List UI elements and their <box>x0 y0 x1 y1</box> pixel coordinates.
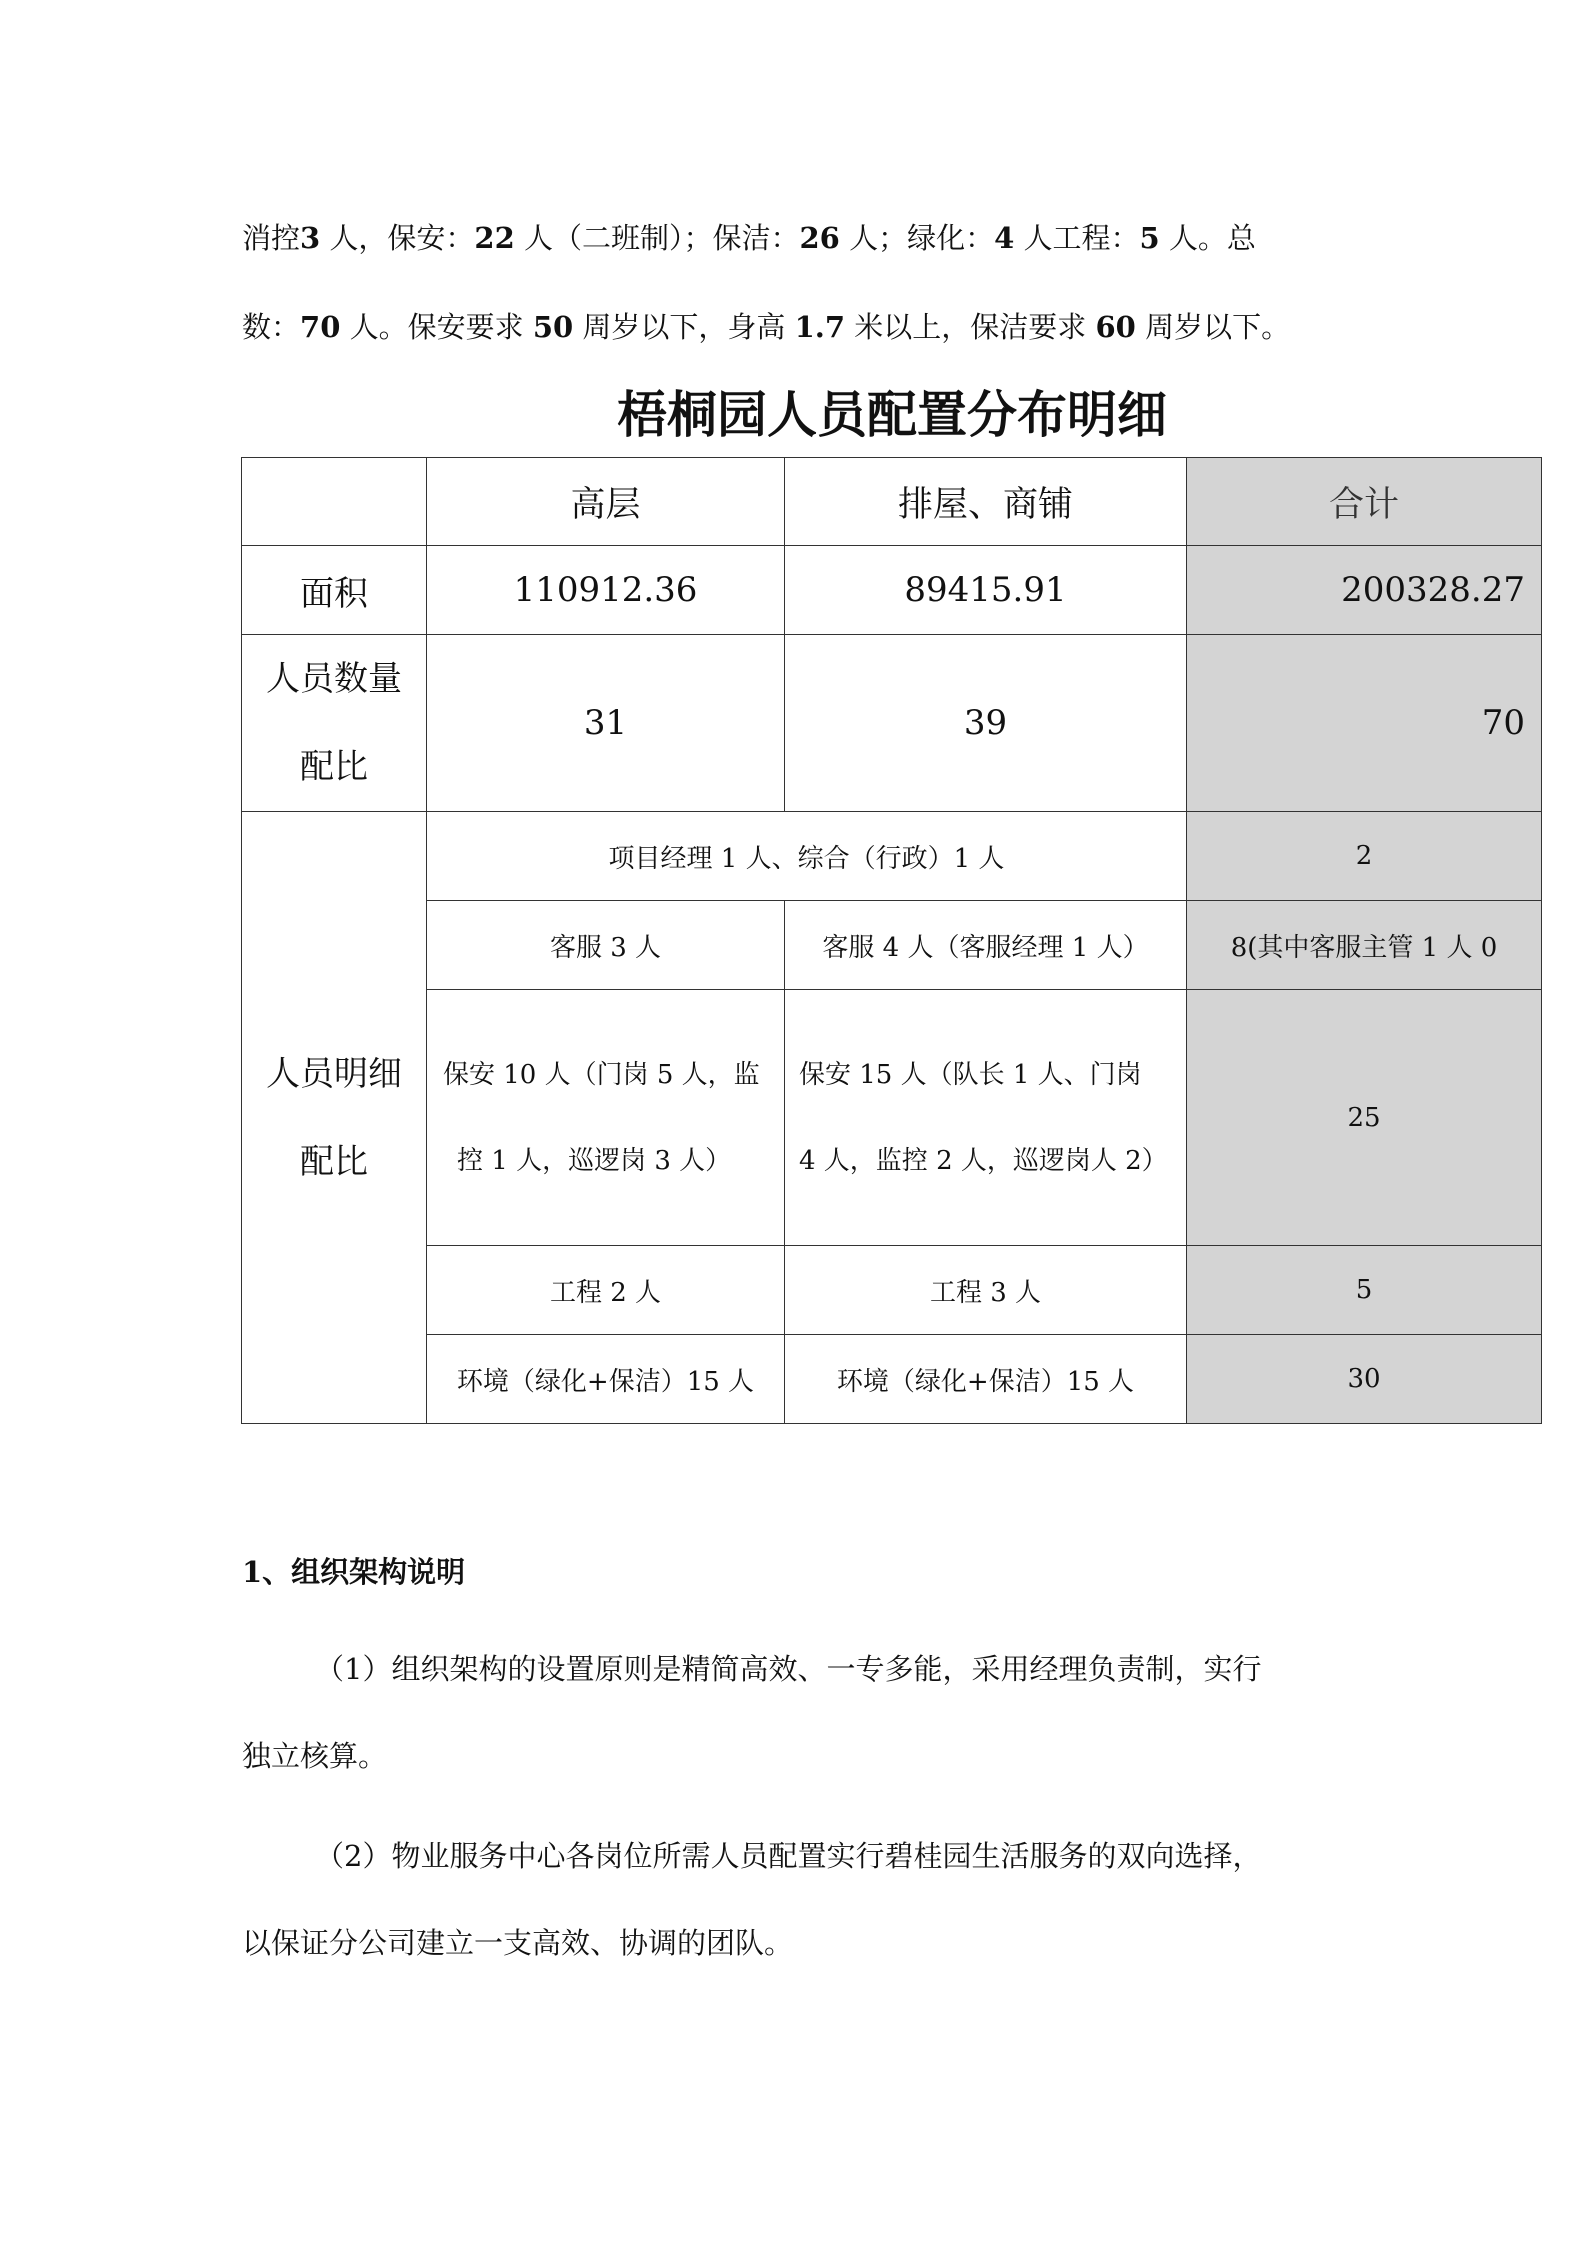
intro-line-2-run-6: 米以上，保洁要求 <box>845 310 1096 344</box>
headcount-label-line-1: 人员数量 <box>266 659 402 699</box>
intro-line-1-run-1: 3 <box>300 221 321 255</box>
staffing-table <box>241 457 1542 1424</box>
area-total: 200328.27 <box>1187 546 1542 635</box>
table-row-area <box>242 546 1542 635</box>
table-row-detail-3 <box>242 990 1542 1246</box>
paragraph-2-line-1: （2）物业服务中心各岗位所需人员配置实行碧桂园生活服务的双向选择， <box>315 1839 1262 1873</box>
detail-management-total: 2 <box>1187 812 1542 901</box>
detail-label <box>242 812 427 1424</box>
intro-line-1-run-8: 人工程： <box>1014 221 1140 255</box>
detail-security-high-rise-line-1: 保安 10 人（门岗 5 人，监 <box>443 1059 760 1090</box>
intro-line-1-run-0: 消控 <box>242 221 301 255</box>
detail-security-townhouse-shop-line-2: 4 人，监控 2 人，巡逻岗人 2） <box>799 1145 1168 1176</box>
detail-engineering-total: 5 <box>1187 1246 1542 1335</box>
table-row-detail-4 <box>242 1246 1542 1335</box>
detail-service-townhouse-shop: 客服 4 人（客服经理 1 人） <box>785 901 1187 990</box>
detail-service-high-rise: 客服 3 人 <box>427 901 785 990</box>
intro-line-1-run-3: 22 <box>474 221 515 255</box>
intro-line-1-run-6: 人；绿化： <box>839 221 995 255</box>
intro-line-2-run-4: 周岁以下，身高 <box>573 310 795 344</box>
paragraph-1-line-1: （1）组织架构的设置原则是精简高效、一专多能，采用经理负责制，实行 <box>315 1652 1262 1686</box>
intro-line-2-run-2: 人。保安要求 <box>340 310 533 344</box>
header-blank-cell <box>242 458 427 546</box>
intro-line-2-run-5: 1.7 <box>794 310 846 344</box>
area-label: 面积 <box>242 546 427 635</box>
detail-security-townhouse-shop-line-1: 保安 15 人（队长 1 人、门岗 <box>799 1059 1142 1090</box>
intro-line-1-run-2: 人，保安： <box>320 221 475 255</box>
header-townhouse-shop: 排屋、商铺 <box>785 458 1187 546</box>
detail-management: 项目经理 1 人、综合（行政）1 人 <box>427 812 1187 901</box>
paragraph-2 <box>242 1813 1342 1987</box>
intro-line-1-run-7: 4 <box>994 221 1015 255</box>
section-heading: 1、组织架构说明 <box>242 1555 466 1589</box>
detail-environment-townhouse-shop: 环境（绿化+保洁）15 人 <box>785 1335 1187 1424</box>
detail-environment-high-rise: 环境（绿化+保洁）15 人 <box>427 1335 785 1424</box>
intro-line-1-run-10: 人。总 <box>1159 221 1256 255</box>
paragraph-1 <box>242 1626 1342 1800</box>
table-row-detail-5 <box>242 1335 1542 1424</box>
paragraph-2-line-2: 以保证分公司建立一支高效、协调的团队。 <box>242 1926 794 1960</box>
intro-line-2-run-1: 70 <box>300 310 341 344</box>
intro-line-2-run-3: 50 <box>532 310 574 344</box>
paragraph-1-line-2: 独立核算。 <box>242 1739 388 1773</box>
table-row-header <box>242 458 1542 546</box>
headcount-label <box>242 635 427 812</box>
detail-security-high-rise-line-2: 控 1 人，巡逻岗 3 人） <box>457 1145 732 1176</box>
intro-line-2-run-7: 60 <box>1095 310 1136 344</box>
detail-label-line-1: 人员明细 <box>266 1053 402 1094</box>
intro-line-1-run-5: 26 <box>799 221 840 255</box>
headcount-label-line-2: 配比 <box>300 747 368 787</box>
intro-line-2-run-8: 周岁以下。 <box>1135 310 1291 344</box>
area-high-rise: 110912.36 <box>427 546 785 635</box>
intro-line-1-run-9: 5 <box>1139 221 1160 255</box>
header-total: 合计 <box>1187 458 1542 546</box>
detail-engineering-high-rise: 工程 2 人 <box>427 1246 785 1335</box>
detail-security-total: 25 <box>1187 990 1542 1246</box>
detail-security-high-rise <box>427 990 785 1246</box>
table-row-detail-2 <box>242 901 1542 990</box>
intro-line-2 <box>242 305 1352 346</box>
headcount-high-rise: 31 <box>427 635 785 812</box>
detail-engineering-townhouse-shop: 工程 3 人 <box>785 1246 1187 1335</box>
intro-line-2-run-0: 数： <box>242 310 301 344</box>
table-title: 梧桐园人员配置分布明细 <box>617 386 1167 444</box>
area-townhouse-shop: 89415.91 <box>785 546 1187 635</box>
table-row-detail-1 <box>242 812 1542 901</box>
table-row-headcount <box>242 635 1542 812</box>
headcount-total: 70 <box>1187 635 1542 812</box>
detail-security-townhouse-shop <box>785 990 1187 1246</box>
intro-line-1-run-4: 人（二班制）；保洁： <box>514 221 800 255</box>
header-high-rise: 高层 <box>427 458 785 546</box>
detail-environment-total: 30 <box>1187 1335 1542 1424</box>
detail-label-line-2: 配比 <box>300 1141 368 1182</box>
intro-line-1 <box>242 216 1352 257</box>
detail-service-total: 8(其中客服主管 1 人 0 <box>1187 901 1542 990</box>
headcount-townhouse-shop: 39 <box>785 635 1187 812</box>
